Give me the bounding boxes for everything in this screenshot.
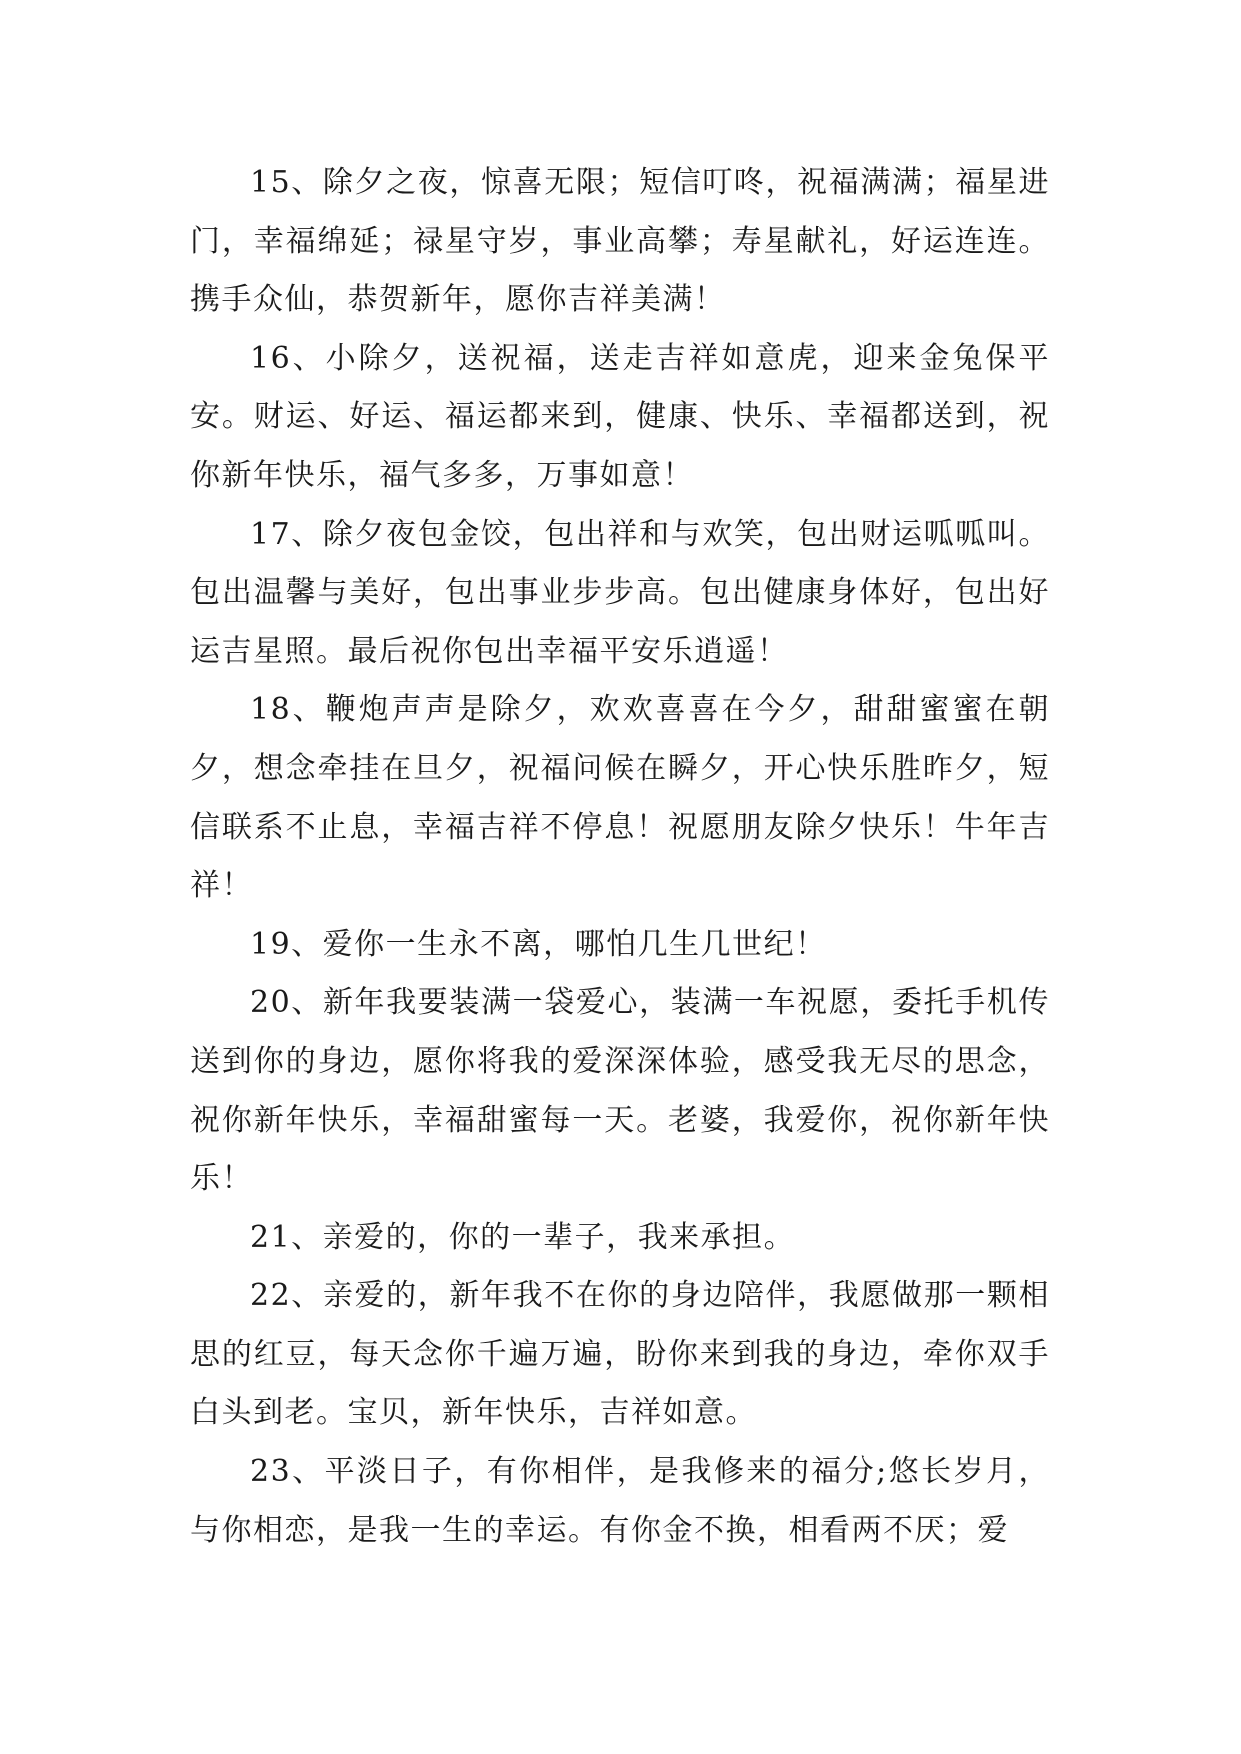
paragraph-16: 16、小除夕，送祝福，送走吉祥如意虎，迎来金兔保平安。财运、好运、福运都来到，健康、快乐、幸福都送到，祝你新年快乐，福气多多，万事如意！ bbox=[190, 340, 1050, 493]
paragraph-19: 19、爱你一生永不离，哪怕几生几世纪！ bbox=[250, 926, 827, 962]
paragraph-23: 23、平淡日子，有你相伴，是我修来的福分;悠长岁月，与你相恋，是我一生的幸运。有你金不换，相看两不厌；爱 bbox=[190, 1454, 1050, 1548]
paragraph-22: 22、亲爱的，新年我不在你的身边陪伴，我愿做那一颗相思的红豆，每天念你千遍万遍，盼你来到我的身边，牵你双手白头到老。宝贝，新年快乐，吉祥如意。 bbox=[190, 1278, 1050, 1431]
paragraph-15: 15、除夕之夜，惊喜无限；短信叮咚，祝福满满；福星进门，幸福绵延；禄星守岁，事业高攀；寿星献礼，好运连连。携手众仙，恭贺新年，愿你吉祥美满！ bbox=[190, 165, 1050, 318]
document-body bbox=[190, 154, 1050, 1560]
paragraph-21: 21、亲爱的，你的一辈子，我来承担。 bbox=[250, 1219, 796, 1255]
paragraph-20: 20、新年我要装满一袋爱心，装满一车祝愿，委托手机传送到你的身边，愿你将我的爱深深体验，感受我无尽的思念，祝你新年快乐，幸福甜蜜每一天。老婆，我爱你，祝你新年快乐！ bbox=[190, 985, 1050, 1197]
paragraph-18: 18、鞭炮声声是除夕，欢欢喜喜在今夕，甜甜蜜蜜在朝夕，想念牵挂在旦夕，祝福问候在瞬夕，开心快乐胜昨夕，短信联系不止息，幸福吉祥不停息！祝愿朋友除夕快乐！牛年吉祥！ bbox=[190, 692, 1050, 904]
paragraph-17: 17、除夕夜包金饺，包出祥和与欢笑，包出财运呱呱叫。包出温馨与美好，包出事业步步高。包出健康身体好，包出好运吉星照。最后祝你包出幸福平安乐逍遥！ bbox=[190, 516, 1050, 669]
